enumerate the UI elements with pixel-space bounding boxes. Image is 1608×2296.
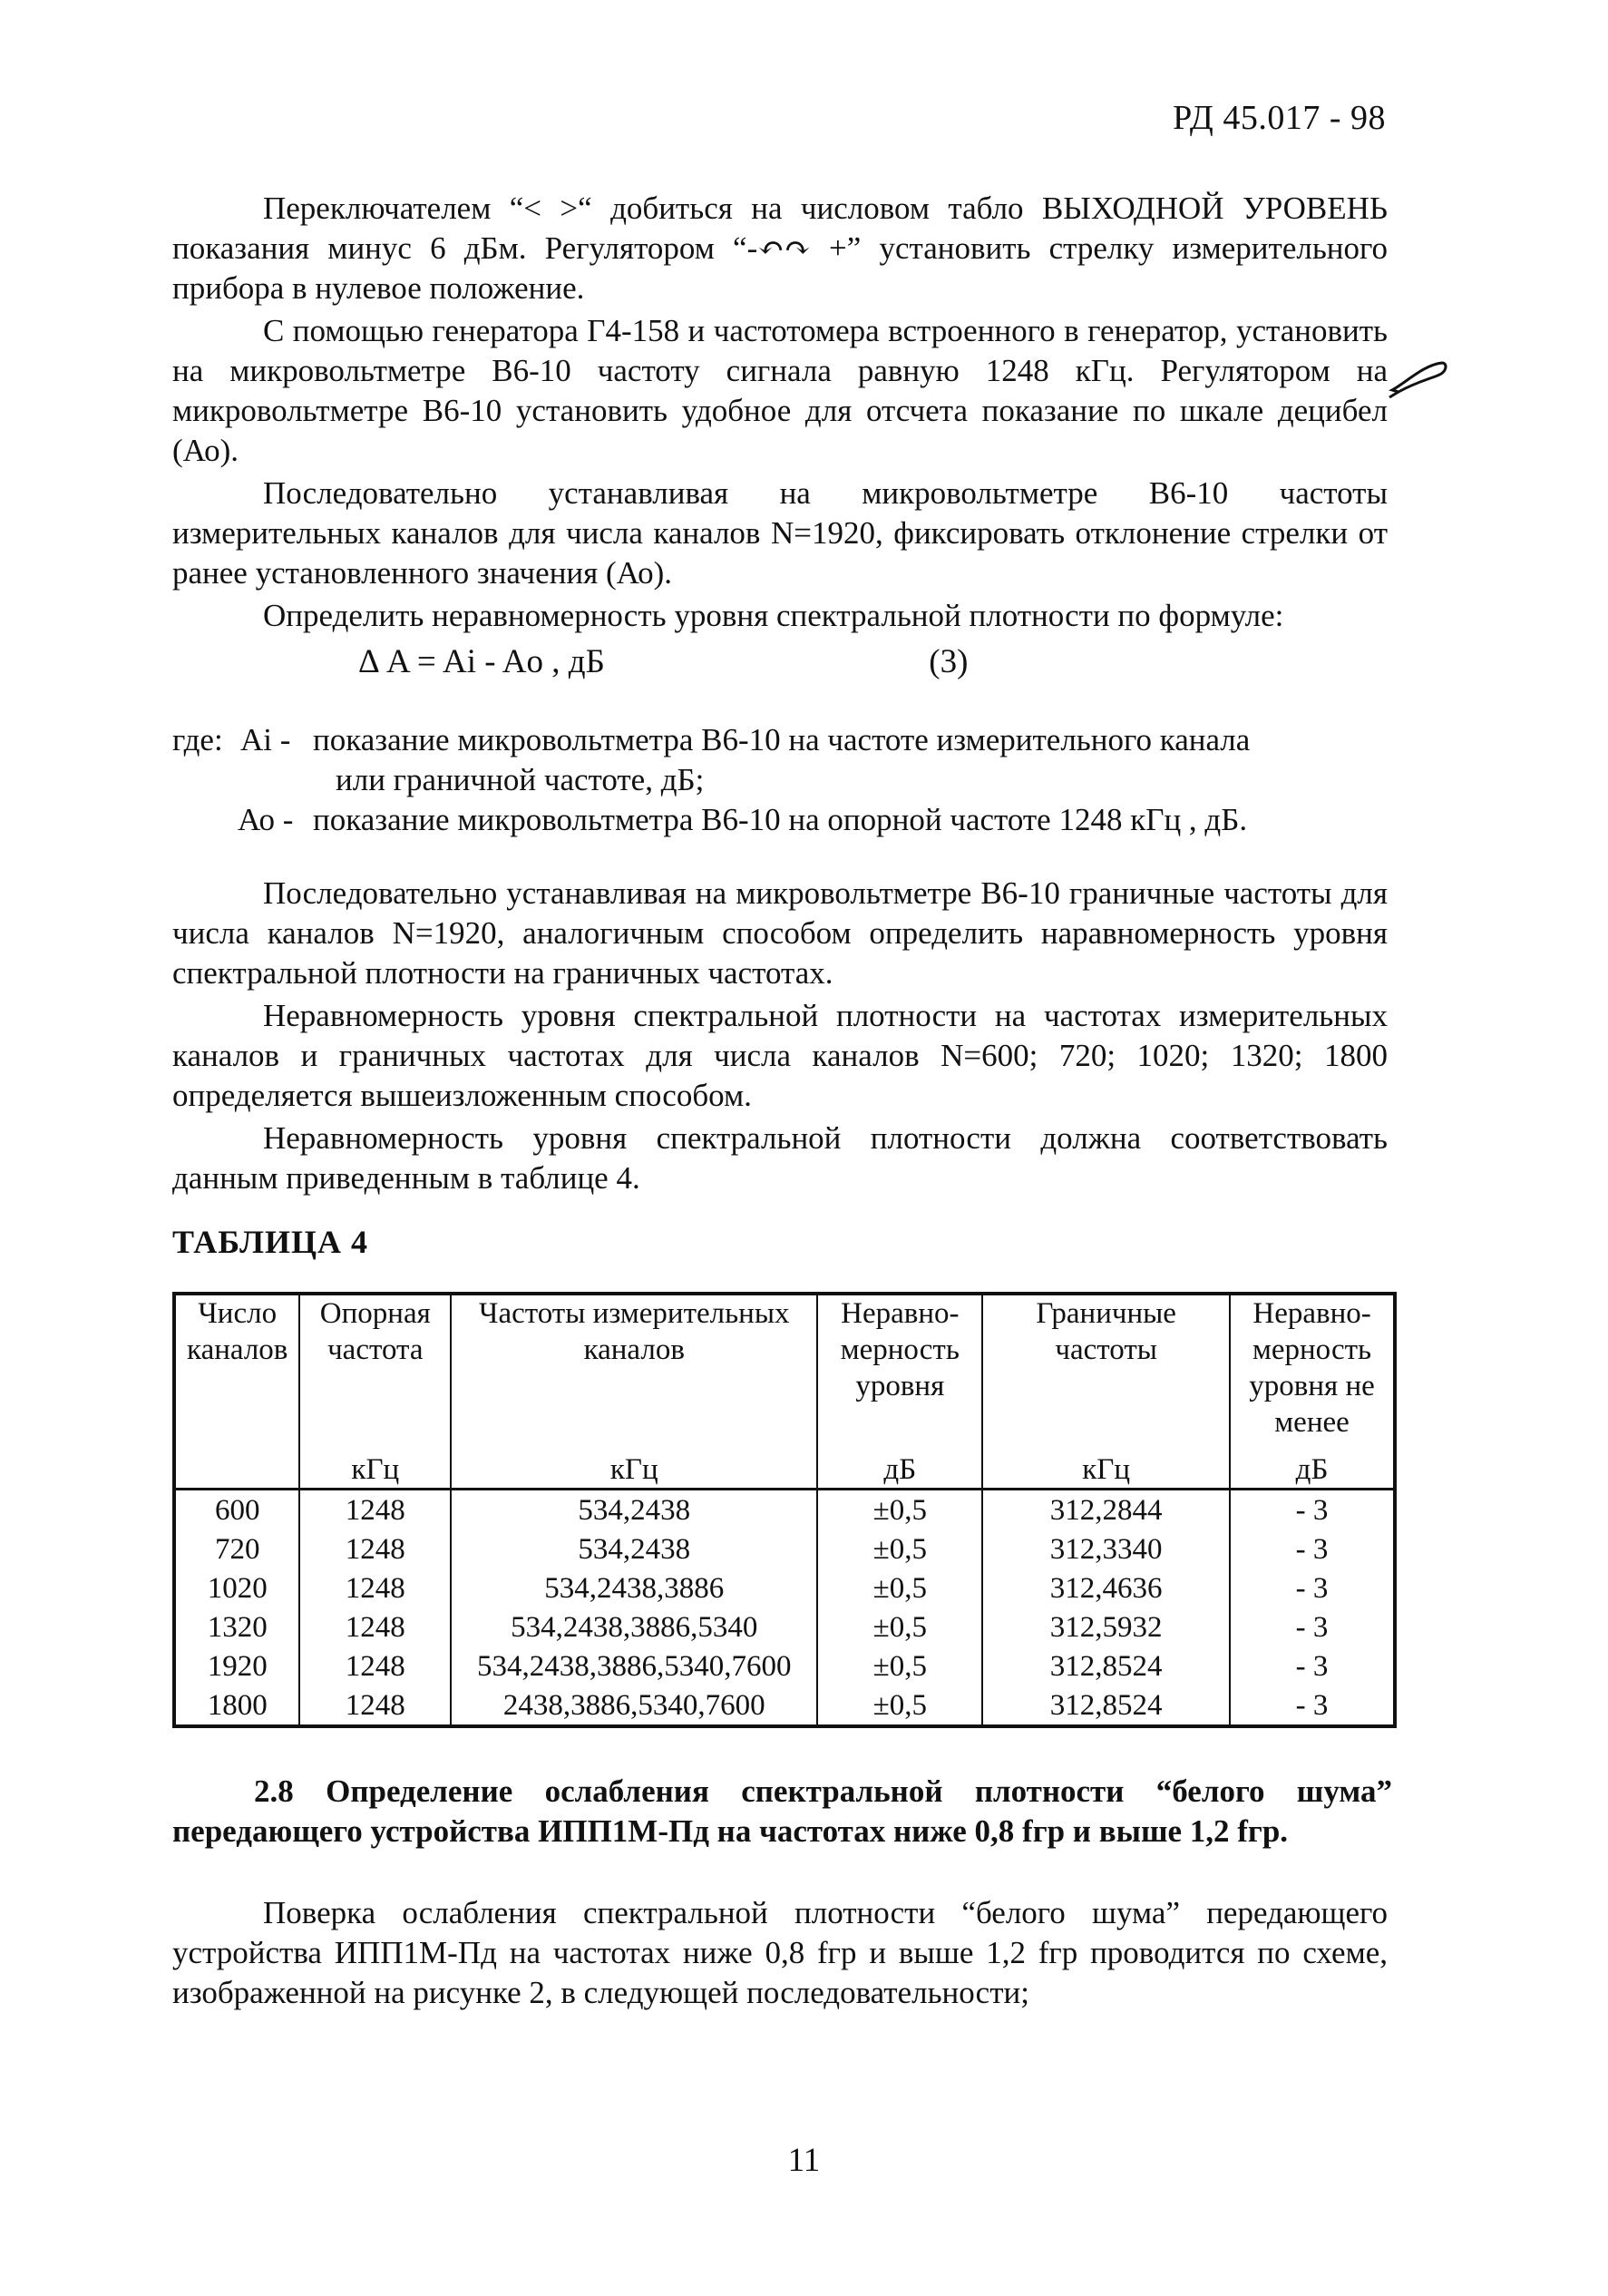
header-measurement-frequencies: Частоты измерительных каналов [451,1294,817,1451]
paragraph-verification: Поверка ослабления спектральной плотности “белого шума” передающего устройства ИПП1М-Пд на частотах ниже 0,8 fгр и выше 1,2 fгр проводится по схеме, изображенной на рисунке 2, в следующей последовательности; [172,1895,1388,2010]
table-4 [172,1292,1397,1728]
table-cell: ±0,5 [817,1646,982,1685]
table-cell: - 3 [1230,1646,1395,1685]
table-row [174,1607,1395,1646]
unit-cell: дБ [1230,1451,1395,1490]
table-cell: 600 [174,1490,299,1530]
table-cell: 1020 [174,1568,299,1607]
definition-ao-text: показание микровольтметра В6-10 на опорной частоте 1248 кГц , дБ. [313,802,1248,837]
definition-ai-continued [172,760,705,800]
table-row [174,1568,1395,1607]
table-row [174,1646,1395,1685]
table-cell: - 3 [1230,1529,1395,1568]
table-cell: ±0,5 [817,1685,982,1726]
table-cell: 720 [174,1529,299,1568]
definition-ai-symbol: Ai - [240,722,291,757]
formula-expression: Δ A = Ai - Ao , дБ [358,643,605,680]
unit-cell: кГц [982,1451,1230,1490]
unit-cell: кГц [299,1451,451,1490]
paragraph-formula-intro: Определить неравномерность уровня спектральной плотности по формуле: [263,598,1284,633]
formula-number: (3) [929,643,969,680]
table-cell: 1248 [299,1646,451,1685]
unit-cell: дБ [817,1451,982,1490]
header-reference-frequency: Опорная частота [299,1294,451,1451]
handwritten-mark-icon [1388,356,1451,401]
table-row [174,1490,1395,1530]
definitions [172,720,1251,840]
table-row [174,1529,1395,1568]
paragraph-generator-setup: С помощью генератора Г4-158 и частотомера встроенного в генератор, установить на микровольтметре В6-10 частоту сигнала равную 1248 кГц. Регулятором на микровольтметре В6-10 установить удобное для отсчета показание по шкале децибел (Ао). [172,313,1388,468]
paragraph-block-1 [172,189,1388,636]
table-cell: 312,2844 [982,1490,1230,1530]
table-cell: 1920 [174,1646,299,1685]
definition-where-label: где: [172,722,223,757]
header-channel-count: Число каналов [174,1294,299,1451]
table-cell: ±0,5 [817,1490,982,1530]
definition-ao [172,800,1248,840]
paragraph-table-reference: Неравномерность уровня спектральной плотности должна соответствовать данным приведенным в таблице 4. [172,1120,1388,1196]
table-cell: 534,2438 [451,1490,817,1530]
table-cell: 312,5932 [982,1607,1230,1646]
table-cell: 534,2438,3886 [451,1568,817,1607]
definition-ai-text: показание микровольтметра В6-10 на частоте измерительного канала [313,722,1251,757]
table-cell: 1800 [174,1685,299,1726]
table-cell: 312,8524 [982,1646,1230,1685]
formula-line [358,642,968,681]
table-row [174,1685,1395,1726]
header-boundary-frequencies: Граничные частоты [982,1294,1230,1451]
table-cell: ±0,5 [817,1568,982,1607]
document-code: РД 45.017 - 98 [1173,99,1386,137]
table-cell: - 3 [1230,1607,1395,1646]
table-title: ТАБЛИЦА 4 [172,1224,368,1260]
table-cell: ±0,5 [817,1529,982,1568]
table-cell: 534,2438,3886,5340,7600 [451,1646,817,1685]
paragraph-block-3 [172,1893,1388,2013]
table-cell: - 3 [1230,1685,1395,1726]
section-heading: Определение ослабления спектральной плотности “белого шума” передающего устройства ИПП1М-Пд на частотах ниже 0,8 fгр и выше 1,2 fгр. [172,1773,1392,1849]
table-cell: 312,8524 [982,1685,1230,1726]
table-cell: - 3 [1230,1490,1395,1530]
paragraph-boundary-frequencies: Последовательно устанавливая на микровольтметре В6-10 граничные частоты для числа каналов N=1920, аналогичным способом определить наравномерность уровня спектральной плотности на граничных частотах. [172,875,1388,991]
table-cell: 312,3340 [982,1529,1230,1568]
table-unit-row [174,1451,1395,1490]
table-header-row [174,1294,1395,1451]
table-cell: 1248 [299,1529,451,1568]
table-cell: 534,2438 [451,1529,817,1568]
header-unevenness-min: Неравно-мерность уровня не менее [1230,1294,1395,1451]
unit-cell [174,1451,299,1490]
section-2-8 [172,1772,1392,1851]
paragraph-block-2 [172,874,1388,1198]
header-unevenness: Неравно-мерность уровня [817,1294,982,1451]
definition-ai [172,720,1251,760]
table-cell: 1248 [299,1490,451,1530]
definition-ai-text-continued: или граничной частоте, дБ; [336,762,705,797]
table-cell: 1248 [299,1568,451,1607]
table-cell: 1320 [174,1607,299,1646]
table-cell: ±0,5 [817,1607,982,1646]
table-cell: - 3 [1230,1568,1395,1607]
table-cell: 534,2438,3886,5340 [451,1607,817,1646]
paragraph-switch-setting: Переключателем “< >“ добиться на числовом табло ВЫХОДНОЙ УРОВЕНЬ показания минус 6 дБм. Регулятором “-↶↷ +” установить стрелку измерительного прибора в нулевое положение. [172,191,1388,306]
table-cell: 1248 [299,1607,451,1646]
table-cell: 312,4636 [982,1568,1230,1607]
section-number: 2.8 [254,1773,294,1809]
unit-cell: кГц [451,1451,817,1490]
table-cell: 1248 [299,1685,451,1726]
table-cell: 2438,3886,5340,7600 [451,1685,817,1726]
paragraph-other-channels: Неравномерность уровня спектральной плотности на частотах измерительных каналов и граничных частотах для числа каналов N=600; 720; 1020; 1320; 1800 определяется вышеизложенным способом. [172,998,1388,1113]
page-number: 11 [787,2142,821,2179]
definition-ao-symbol: Ао - [238,802,294,837]
paragraph-sequential-measure: Последовательно устанавливая на микровольтметре В6-10 частоты измерительных каналов для числа каналов N=1920, фиксировать отклонение стрелки от ранее установленного значения (Ао). [172,475,1388,591]
